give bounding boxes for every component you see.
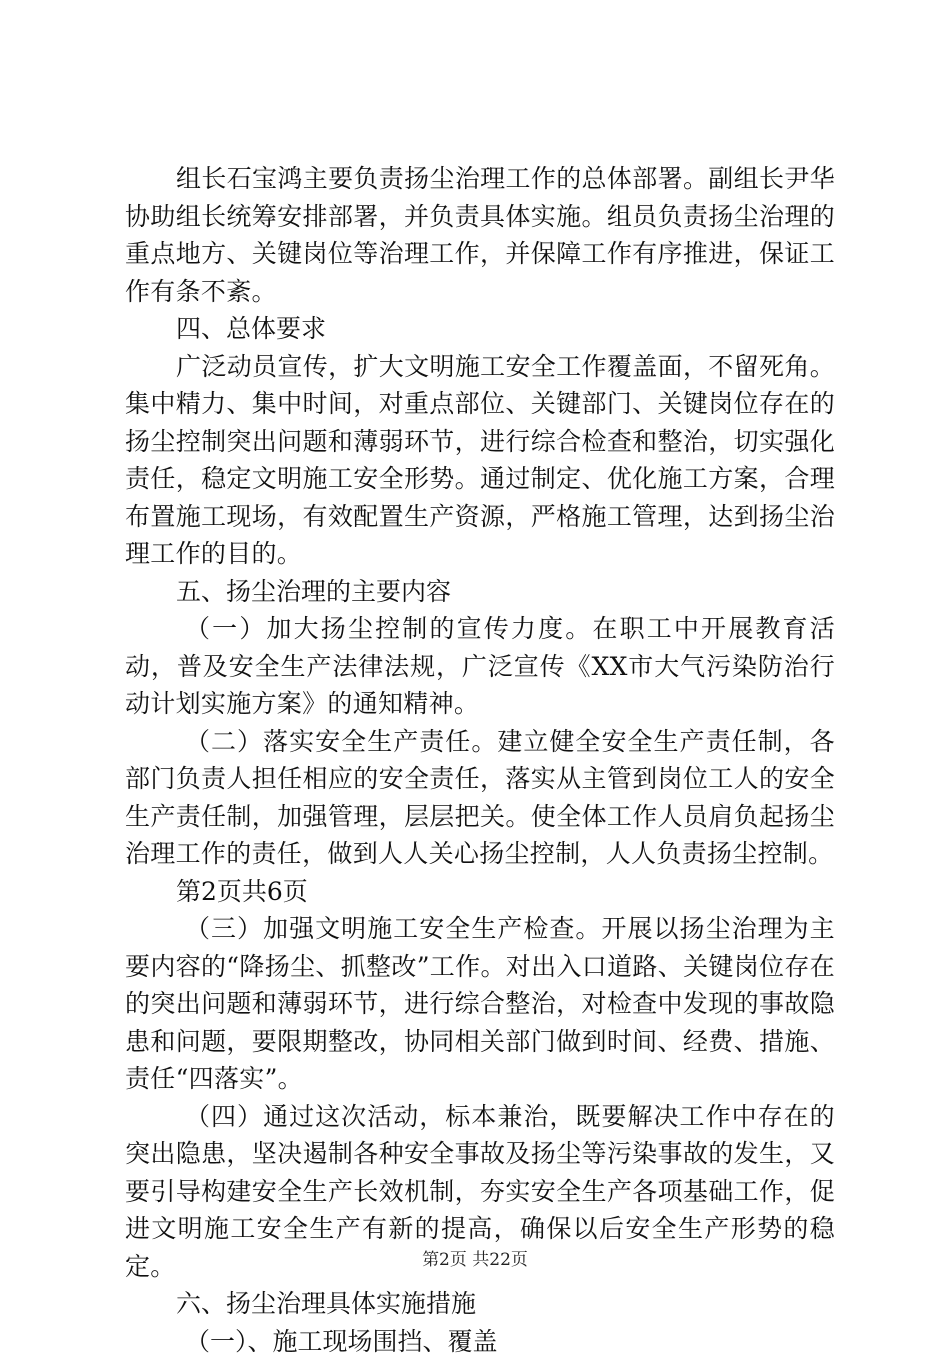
inline-page-marker: 第2页共6页 <box>125 873 835 911</box>
paragraph-leadership-duties: 组长石宝鸿主要负责扬尘治理工作的总体部署。副组长尹华协助组长统筹安排部署，并负责具体实施。组员负责扬尘治理的重点地方、关键岗位等治理工作，并保障工作有序推进，保证工作有条不紊。 <box>125 160 835 310</box>
document-body <box>125 160 835 1360</box>
section-heading-main-content: 五、扬尘治理的主要内容 <box>125 573 835 611</box>
paragraph-item-1: （一）加大扬尘控制的宣传力度。在职工中开展教育活动，普及安全生产法律法规，广泛宣传《XX市大气污染防治行动计划实施方案》的通知精神。 <box>125 610 835 723</box>
paragraph-overall-requirements: 广泛动员宣传，扩大文明施工安全工作覆盖面，不留死角。集中精力、集中时间，对重点部位、关键部门、关键岗位存在的扬尘控制突出问题和薄弱环节，进行综合检查和整治，切实强化责任，稳定文明施工安全形势。通过制定、优化施工方案，合理布置施工现场，有效配置生产资源，严格施工管理，达到扬尘治理工作的目的。 <box>125 348 835 573</box>
paragraph-item-3: （三）加强文明施工安全生产检查。开展以扬尘治理为主要内容的“降扬尘、抓整改”工作。对出入口道路、关键岗位存在的突出问题和薄弱环节，进行综合整治，对检查中发现的事故隐患和问题，要限期整改，协同相关部门做到时间、经费、措施、责任“四落实”。 <box>125 910 835 1098</box>
page-footer: 第2页 共22页 <box>0 1245 950 1270</box>
subheading-site-enclosure: （一）、施工现场围挡、覆盖 <box>125 1323 835 1360</box>
paragraph-item-4: （四）通过这次活动，标本兼治，既要解决工作中存在的突出隐患，坚决遏制各种安全事故及扬尘等污染事故的发生，又要引导构建安全生产长效机制，夯实安全生产各项基础工作，促进文明施工安全生产有新的提高，确保以后安全生产形势的稳定。 <box>125 1098 835 1286</box>
section-heading-implementation-measures: 六、扬尘治理具体实施措施 <box>125 1285 835 1323</box>
paragraph-item-2: （二）落实安全生产责任。建立健全安全生产责任制，各部门负责人担任相应的安全责任，落实从主管到岗位工人的安全生产责任制，加强管理，层层把关。使全体工作人员肩负起扬尘治理工作的责任，做到人人关心扬尘控制，人人负责扬尘控制。 <box>125 723 835 873</box>
section-heading-overall-requirements: 四、总体要求 <box>125 310 835 348</box>
